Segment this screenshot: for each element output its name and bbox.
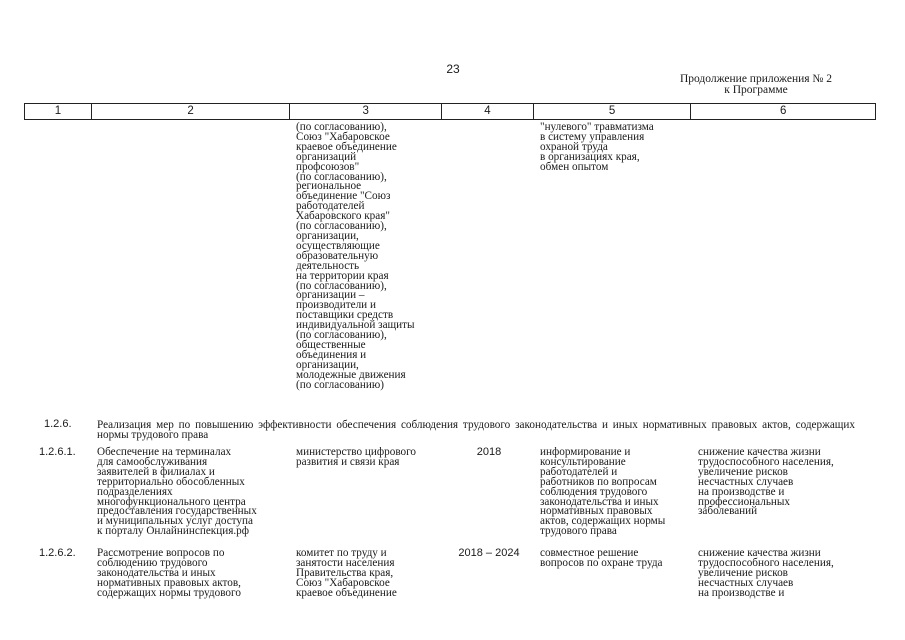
column-header-2: 2 (92, 104, 291, 119)
section-title: Реализация мер по повышению эффективности обеспечения соблюдения трудового законодательства и иных нормативных правовых актов, содержащих нормы трудового права (97, 419, 855, 441)
table-header-row (24, 103, 876, 120)
carryover-result-cell: "нулевого" травматизма в систему управления охраной труда в организациях края, обмен опытом (540, 121, 654, 173)
row-1-result: информирование и консультирование работодателей и работников по вопросам соблюдения трудового законодательства и иных нормативных правовых актов, содержащих нормы трудового права (540, 446, 666, 538)
column-header-3: 3 (290, 104, 442, 119)
column-header-6: 6 (780, 105, 787, 117)
continuation-line-2: к Программе (724, 84, 788, 96)
appendix-continuation-note (646, 74, 866, 96)
column-header-5: 5 (534, 104, 692, 119)
row-1-executor: министерство цифрового развития и связи края (296, 446, 417, 468)
row-2-code: 1.2.6.2. (39, 547, 76, 559)
column-header-4: 4 (442, 104, 534, 119)
row-1-code: 1.2.6.1. (39, 446, 76, 458)
row-2-effect: снижение качества жизни трудоспособного населения, увеличение рисков несчастных случаев на производстве и (698, 547, 834, 599)
column-header-1: 1 (25, 104, 92, 119)
carryover-executor-cell: (по согласованию), Союз "Хабаровское краевое объединение организаций профсоюзов" (по согласованию), региональное объединение "Союз работодателей Хабаровского края" (по согласованию), организации, осуществляющие образовательную деятельность на территории края (по согласованию), организации – производители и поставщики средств индивидуальной защиты (по согласованию), общественные объединения и организации, молодежные движения (по согласованию) (296, 121, 415, 391)
row-1-measure: Обеспечение на терминалах для самообслуживания заявителей в филиалах и территориально обособленных подразделениях многофункционального центра предоставления государственных и муниципальных услуг доступа к порталу Онлайнинспекция.рф (97, 446, 257, 538)
row-2-result: совместное решение вопросов по охране труда (540, 547, 663, 569)
row-2-period: 2018 – 2024 (458, 547, 520, 559)
row-2-measure: Рассмотрение вопросов по соблюдению трудового законодательства и иных нормативных правовых актов, содержащих нормы трудового (97, 547, 241, 599)
page-number: 23 (446, 62, 460, 76)
continuation-line-1: Продолжение приложения № 2 (679, 73, 833, 85)
section-code: 1.2.6. (44, 418, 72, 430)
row-2-executor: комитет по труду и занятости населения Правительства края, Союз "Хабаровское краевое объединение (296, 547, 397, 599)
row-1-effect: снижение качества жизни трудоспособного населения, увеличение рисков несчастных случаев на производстве и профессиональных заболеваний (698, 446, 834, 518)
row-1-period: 2018 (476, 446, 502, 458)
